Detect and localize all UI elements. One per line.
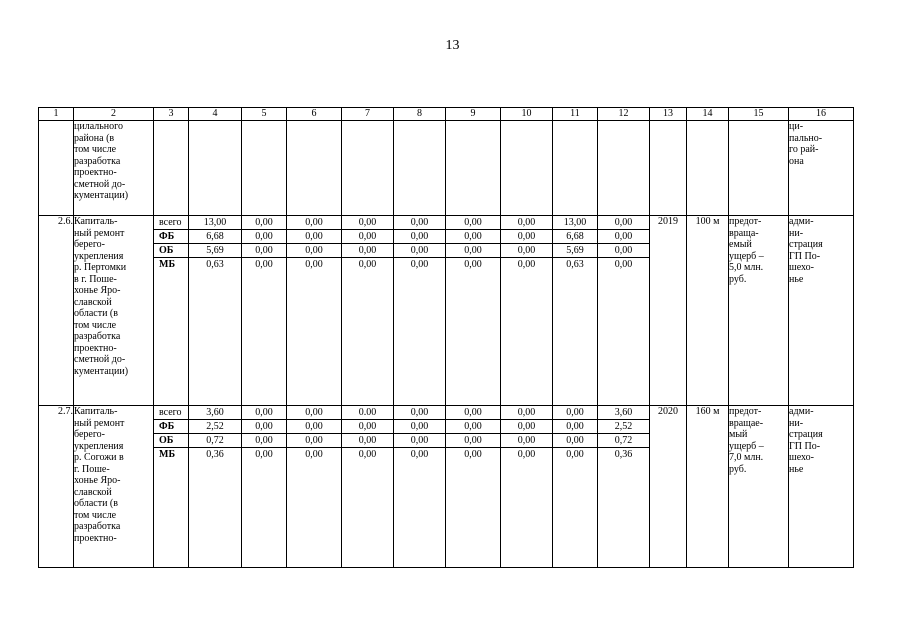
effect-cell: предот- враща- емый ущерб – 5,0 млн. руб.	[729, 216, 789, 406]
value-cell-col5: 0,00 0,00 0,00 0,00	[242, 216, 287, 406]
source-label: ОБ	[154, 434, 188, 448]
row-number-cell	[39, 121, 74, 216]
value-cell-col6: 0,00 0,00 0,00 0,00	[287, 216, 342, 406]
value-cell-col10: 0,00 0,00 0,00 0,00	[501, 216, 553, 406]
program-table	[38, 107, 854, 568]
year-cell: 2019	[650, 216, 687, 406]
value-cell-col8: 0,00 0,00 0,00 0,00	[394, 406, 446, 568]
value-cell-col4: 13,00 6,68 5,69 0,63	[189, 216, 242, 406]
header-cell: 11	[553, 108, 598, 121]
header-cell: 5	[242, 108, 287, 121]
measure-name-cell: Капиталь- ный ремонт берего- укрепления р. Пертомки в г. Поше- хонье Яро- славской области (в том числе разработка проектно- сметной до- кументации)	[74, 216, 154, 406]
value-cell-col6: 0,00 0,00 0,00 0,00	[287, 406, 342, 568]
value-cell-col11: 13,00 6,68 5,69 0,63	[553, 216, 598, 406]
header-cell: 4	[189, 108, 242, 121]
header-cell: 6	[287, 108, 342, 121]
source-label: МБ	[159, 449, 176, 460]
executor-cell: адми- ни- страция ГП По- шехо- нье	[789, 216, 854, 406]
value-cell-col7: 0,00 0,00 0,00 0,00	[342, 216, 394, 406]
value-cell-col9: 0,00 0,00 0,00 0,00	[446, 216, 501, 406]
measure-name-cell: цилального района (в том числе разработка проектно- сметной до- кументации)	[74, 121, 154, 216]
row-number: 2.6.	[39, 216, 74, 406]
value-cell-col12: 3,60 2,52 0,72 0,36	[598, 406, 650, 568]
table-row-continuation	[39, 121, 854, 216]
length-cell: 160 м	[687, 406, 729, 568]
table-row-2-6	[39, 216, 854, 406]
header-cell: 14	[687, 108, 729, 121]
value-cell-col7: 0.00 0,00 0,00 0,00	[342, 406, 394, 568]
header-cell: 1	[39, 108, 74, 121]
header-cell: 7	[342, 108, 394, 121]
value-cell-col11: 0,00 0,00 0,00 0,00	[553, 406, 598, 568]
header-cell: 3	[154, 108, 189, 121]
value-cell-col4: 3,60 2,52 0,72 0,36	[189, 406, 242, 568]
header-cell: 12	[598, 108, 650, 121]
header-cell: 16	[789, 108, 854, 121]
effect-cell: предот- вращае- мый ущерб – 7,0 млн. руб.	[729, 406, 789, 568]
row-number: 2.7.	[39, 406, 74, 568]
funding-source-cell	[154, 406, 189, 568]
page-number: 13	[445, 38, 460, 53]
source-label: ФБ	[154, 230, 188, 244]
header-cell: 2	[74, 108, 154, 121]
value-cell-col12: 0,00 0,00 0,00 0,00	[598, 216, 650, 406]
measure-name-cell: Капиталь- ный ремонт берего- укрепления р. Согожи в г. Поше- хонье Яро- славской области (в том числе разработка проектно-	[74, 406, 154, 568]
value-cell-col10: 0,00 0,00 0,00 0,00	[501, 406, 553, 568]
year-cell: 2020	[650, 406, 687, 568]
executor-cell: ци- пально- го рай- она	[789, 121, 854, 216]
source-label: всего	[154, 216, 188, 230]
header-cell: 15	[729, 108, 789, 121]
value-cell-col9: 0,00 0,00 0,00 0,00	[446, 406, 501, 568]
table-row-2-7	[39, 406, 854, 568]
source-label: всего	[154, 406, 188, 420]
value-cell-col8: 0,00 0,00 0,00 0,00	[394, 216, 446, 406]
source-label: МБ	[159, 259, 176, 270]
header-cell: 9	[446, 108, 501, 121]
header-row	[39, 108, 854, 121]
value-cell-col5: 0,00 0,00 0,00 0,00	[242, 406, 287, 568]
source-label: ФБ	[154, 420, 188, 434]
header-cell: 10	[501, 108, 553, 121]
source-label: ОБ	[154, 244, 188, 258]
length-cell: 100 м	[687, 216, 729, 406]
header-cell: 13	[650, 108, 687, 121]
executor-cell: адми- ни- страция ГП По- шехо- нье	[789, 406, 854, 568]
header-cell: 8	[394, 108, 446, 121]
funding-source-cell	[154, 216, 189, 406]
